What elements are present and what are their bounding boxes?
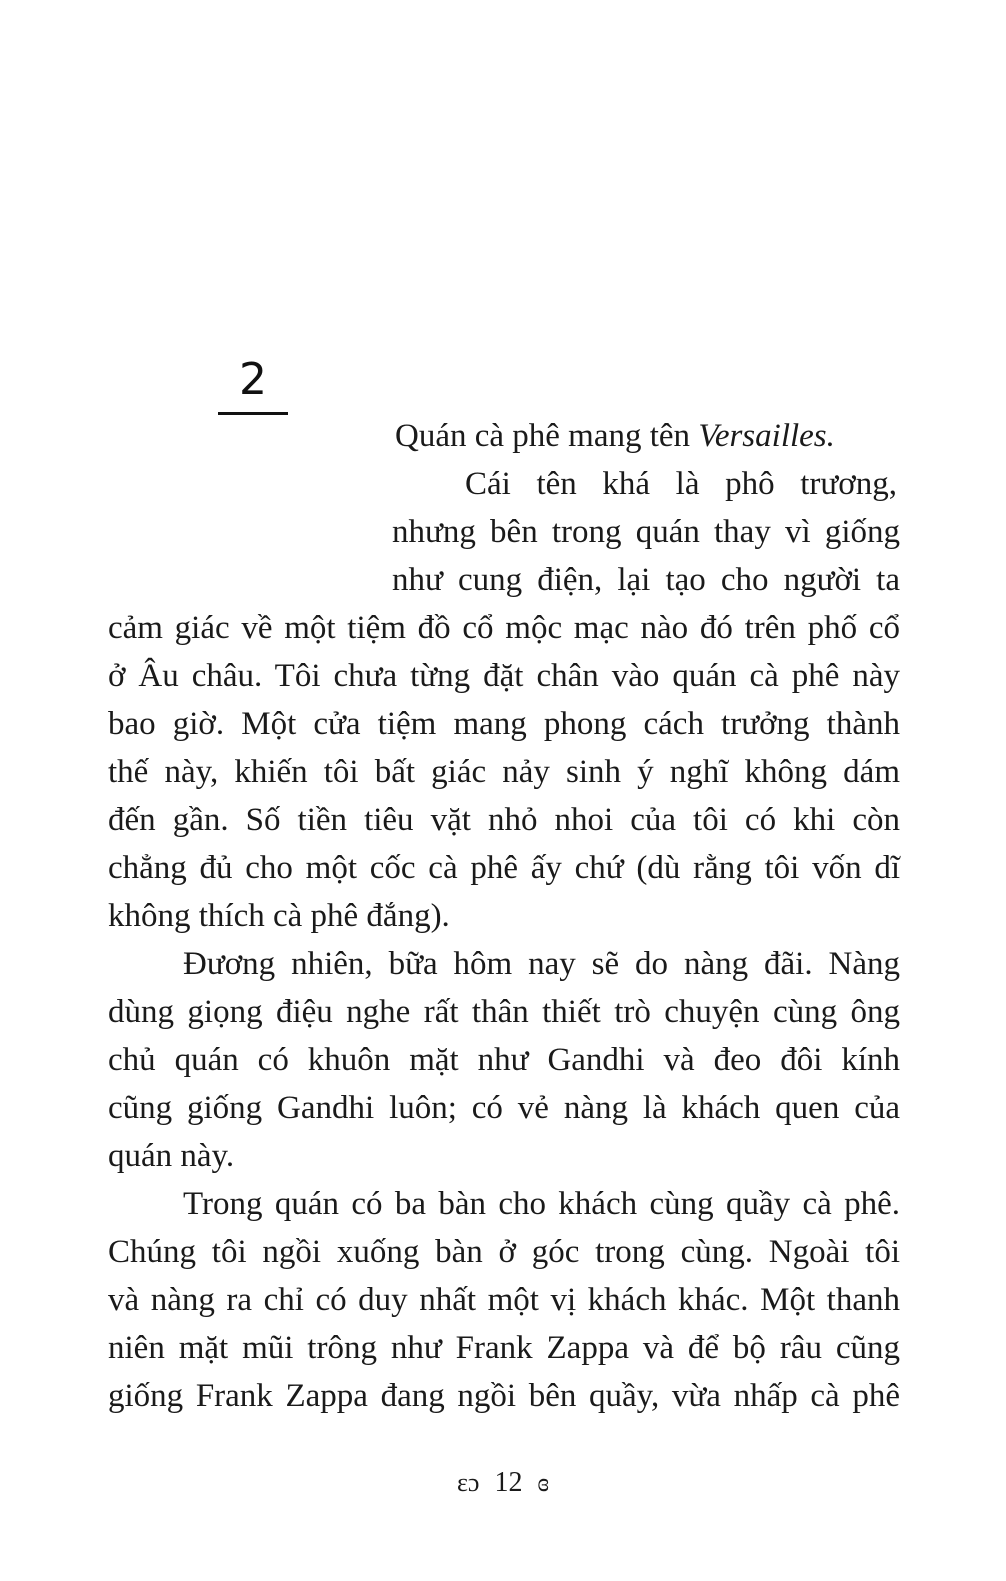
text-line-5: cảm giác về một tiệm đồ cổ mộc mạc nào đó trên phố cổ bbox=[108, 610, 900, 646]
text-line-2: Cái tên khá là phô trương, bbox=[465, 466, 897, 502]
text-line-14: chủ quán có khuôn mặt như Gandhi và đeo đôi kính bbox=[108, 1042, 900, 1078]
chapter-number: 2 bbox=[239, 354, 267, 405]
text-line-18: Chúng tôi ngồi xuống bàn ở góc trong cùng. Ngoài tôi bbox=[108, 1234, 900, 1270]
text-line-1 bbox=[395, 413, 835, 459]
chapter-underline bbox=[218, 412, 288, 415]
text-line-7: bao giờ. Một cửa tiệm mang phong cách trưởng thành bbox=[108, 706, 900, 742]
text-line-10: chẳng đủ cho một cốc cà phê ấy chứ (dù rằng tôi vốn dĩ bbox=[108, 850, 900, 886]
text-line-17: Trong quán có ba bàn cho khách cùng quầy cà phê. bbox=[183, 1186, 900, 1222]
text-line-15: cũng giống Gandhi luôn; có vẻ nàng là khách quen của bbox=[108, 1090, 900, 1126]
text-line-12: Đương nhiên, bữa hôm nay sẽ do nàng đãi. Nàng bbox=[183, 946, 900, 982]
right-ornament-icon: ɞ bbox=[537, 1468, 549, 1497]
text-line-20: niên mặt mũi trông như Frank Zappa và để bộ râu cũng bbox=[108, 1330, 900, 1366]
cafe-name-versailles: Versailles. bbox=[698, 418, 835, 454]
text-line-3: nhưng bên trong quán thay vì giống bbox=[392, 514, 900, 550]
text-line-6: ở Âu châu. Tôi chưa từng đặt chân vào quán cà phê này bbox=[108, 658, 900, 694]
text-line-19: và nàng ra chỉ có duy nhất một vị khách khác. Một thanh bbox=[108, 1282, 900, 1318]
text-line-4: như cung điện, lại tạo cho người ta bbox=[392, 562, 900, 598]
left-ornament-icon: ɛɔ bbox=[457, 1468, 480, 1497]
text-line-8: thế này, khiến tôi bất giác nảy sinh ý nghĩ không dám bbox=[108, 754, 900, 790]
page-footer bbox=[0, 1465, 1006, 1501]
text-line-1-normal: Quán cà phê mang tên bbox=[395, 418, 699, 454]
text-line-16: quán này. bbox=[108, 1138, 235, 1174]
text-line-9: đến gần. Số tiền tiêu vặt nhỏ nhoi của tôi có khi còn bbox=[108, 802, 900, 838]
text-line-13: dùng giọng điệu nghe rất thân thiết trò chuyện cùng ông bbox=[108, 994, 900, 1030]
page-number: 12 bbox=[494, 1467, 523, 1498]
text-line-11: không thích cà phê đắng). bbox=[108, 898, 450, 934]
text-line-21: giống Frank Zappa đang ngồi bên quầy, vừa nhấp cà phê bbox=[108, 1378, 900, 1414]
